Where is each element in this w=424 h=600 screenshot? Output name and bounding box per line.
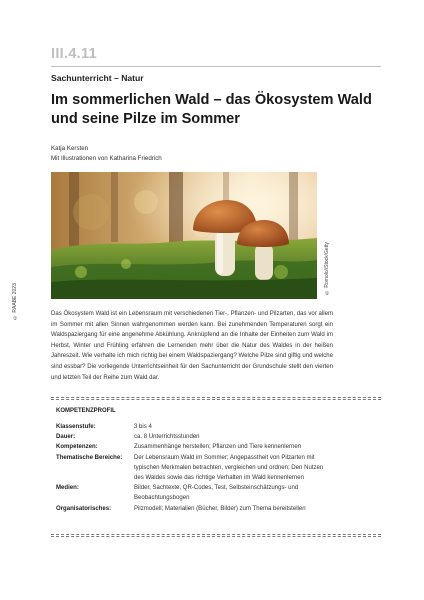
author-name: Katja Kersten (51, 145, 89, 152)
row-label: Dauer: (56, 434, 76, 441)
table-row (56, 504, 381, 514)
section-code: III.4.11 (51, 46, 97, 62)
row-value: Pilzmodell; Materialien (Bücher, Bilder) zum Thema bereitstellen (134, 505, 306, 512)
top-dashed-divider-second (51, 399, 381, 400)
kompetenzprofil-table (56, 422, 381, 514)
bottom-dashed-divider (51, 534, 381, 535)
table-row (56, 483, 381, 503)
photo-credit: © Romolo/iStock/Getty (324, 242, 330, 295)
intro-paragraph: Das Ökosystem Wald ist ein Lebensraum mit verschiedenen Tier-, Pflanzen- und Pilzarten, das vor allem im Sommer mit allen Sinnen wahrgenommen werden kann. Bei zunehmenden Temperaturen sorgt ein Waldspaziergang für eine angenehme Abkühlung. Anknüpfend an die Inhalte der Einheiten zum Wald im Herbst, Winter und Frühling erfahren die Lernenden mehr über die Natur des Waldes in der heißen Jahreszeit. Wie verhalte ich mich richtig bei einem Waldspaziergang? Welche Pilze sind giftig und welche sind essbar? Die vorliegende Unterrichtseinheit für den Sachunterricht der Grundschule stellt den vierten und letzten Teil der Reihe zum Wald dar. (51, 311, 333, 381)
row-value: ca. 8 Unterrichtsstunden (134, 434, 200, 441)
row-label: Organisatorisches: (56, 505, 112, 512)
row-value: Bilder, Sachtexte, QR-Codes, Test, Selbsteinschätzungs- und Beobachtungsbogen (134, 485, 299, 502)
row-value: Zusammenhänge herstellen; Pflanzen und Tiere kennenlernen (134, 444, 302, 451)
kompetenzprofil-heading: KOMPETENZPROFIL (56, 408, 116, 414)
table-row (56, 453, 381, 484)
side-copyright: © RAABE 2023 (12, 283, 18, 320)
row-label: Kompetenzen: (56, 444, 98, 451)
table-row (56, 442, 381, 452)
table-row (56, 422, 381, 432)
row-value: Der Lebensraum Wald im Sommer; Angepasstheit von Pilzarten mit typischen Merkmalen betrachten, vergleichen und ordnen; Den Nutzen des Waldes sowie das richtige Verhalten im Wald kennenlernen (134, 454, 324, 482)
subject-line: Sachunterricht – Natur (51, 73, 144, 83)
row-label: Medien: (56, 485, 79, 492)
mushroom-forest-photo (51, 172, 317, 299)
row-label: Klassenstufe: (56, 424, 96, 430)
header-divider (51, 66, 381, 67)
table-row (56, 432, 381, 442)
row-label: Thematische Bereiche: (56, 454, 123, 461)
bottom-dashed-divider-second (51, 536, 381, 537)
illustrator-credit: Mit Illustrationen von Katharina Friedrich (51, 155, 162, 162)
top-dashed-divider (51, 397, 381, 398)
row-value: 3 bis 4 (134, 424, 152, 430)
page-title: Im sommerlichen Wald – das Ökosystem Wald und seine Pilze im Sommer (51, 92, 372, 127)
